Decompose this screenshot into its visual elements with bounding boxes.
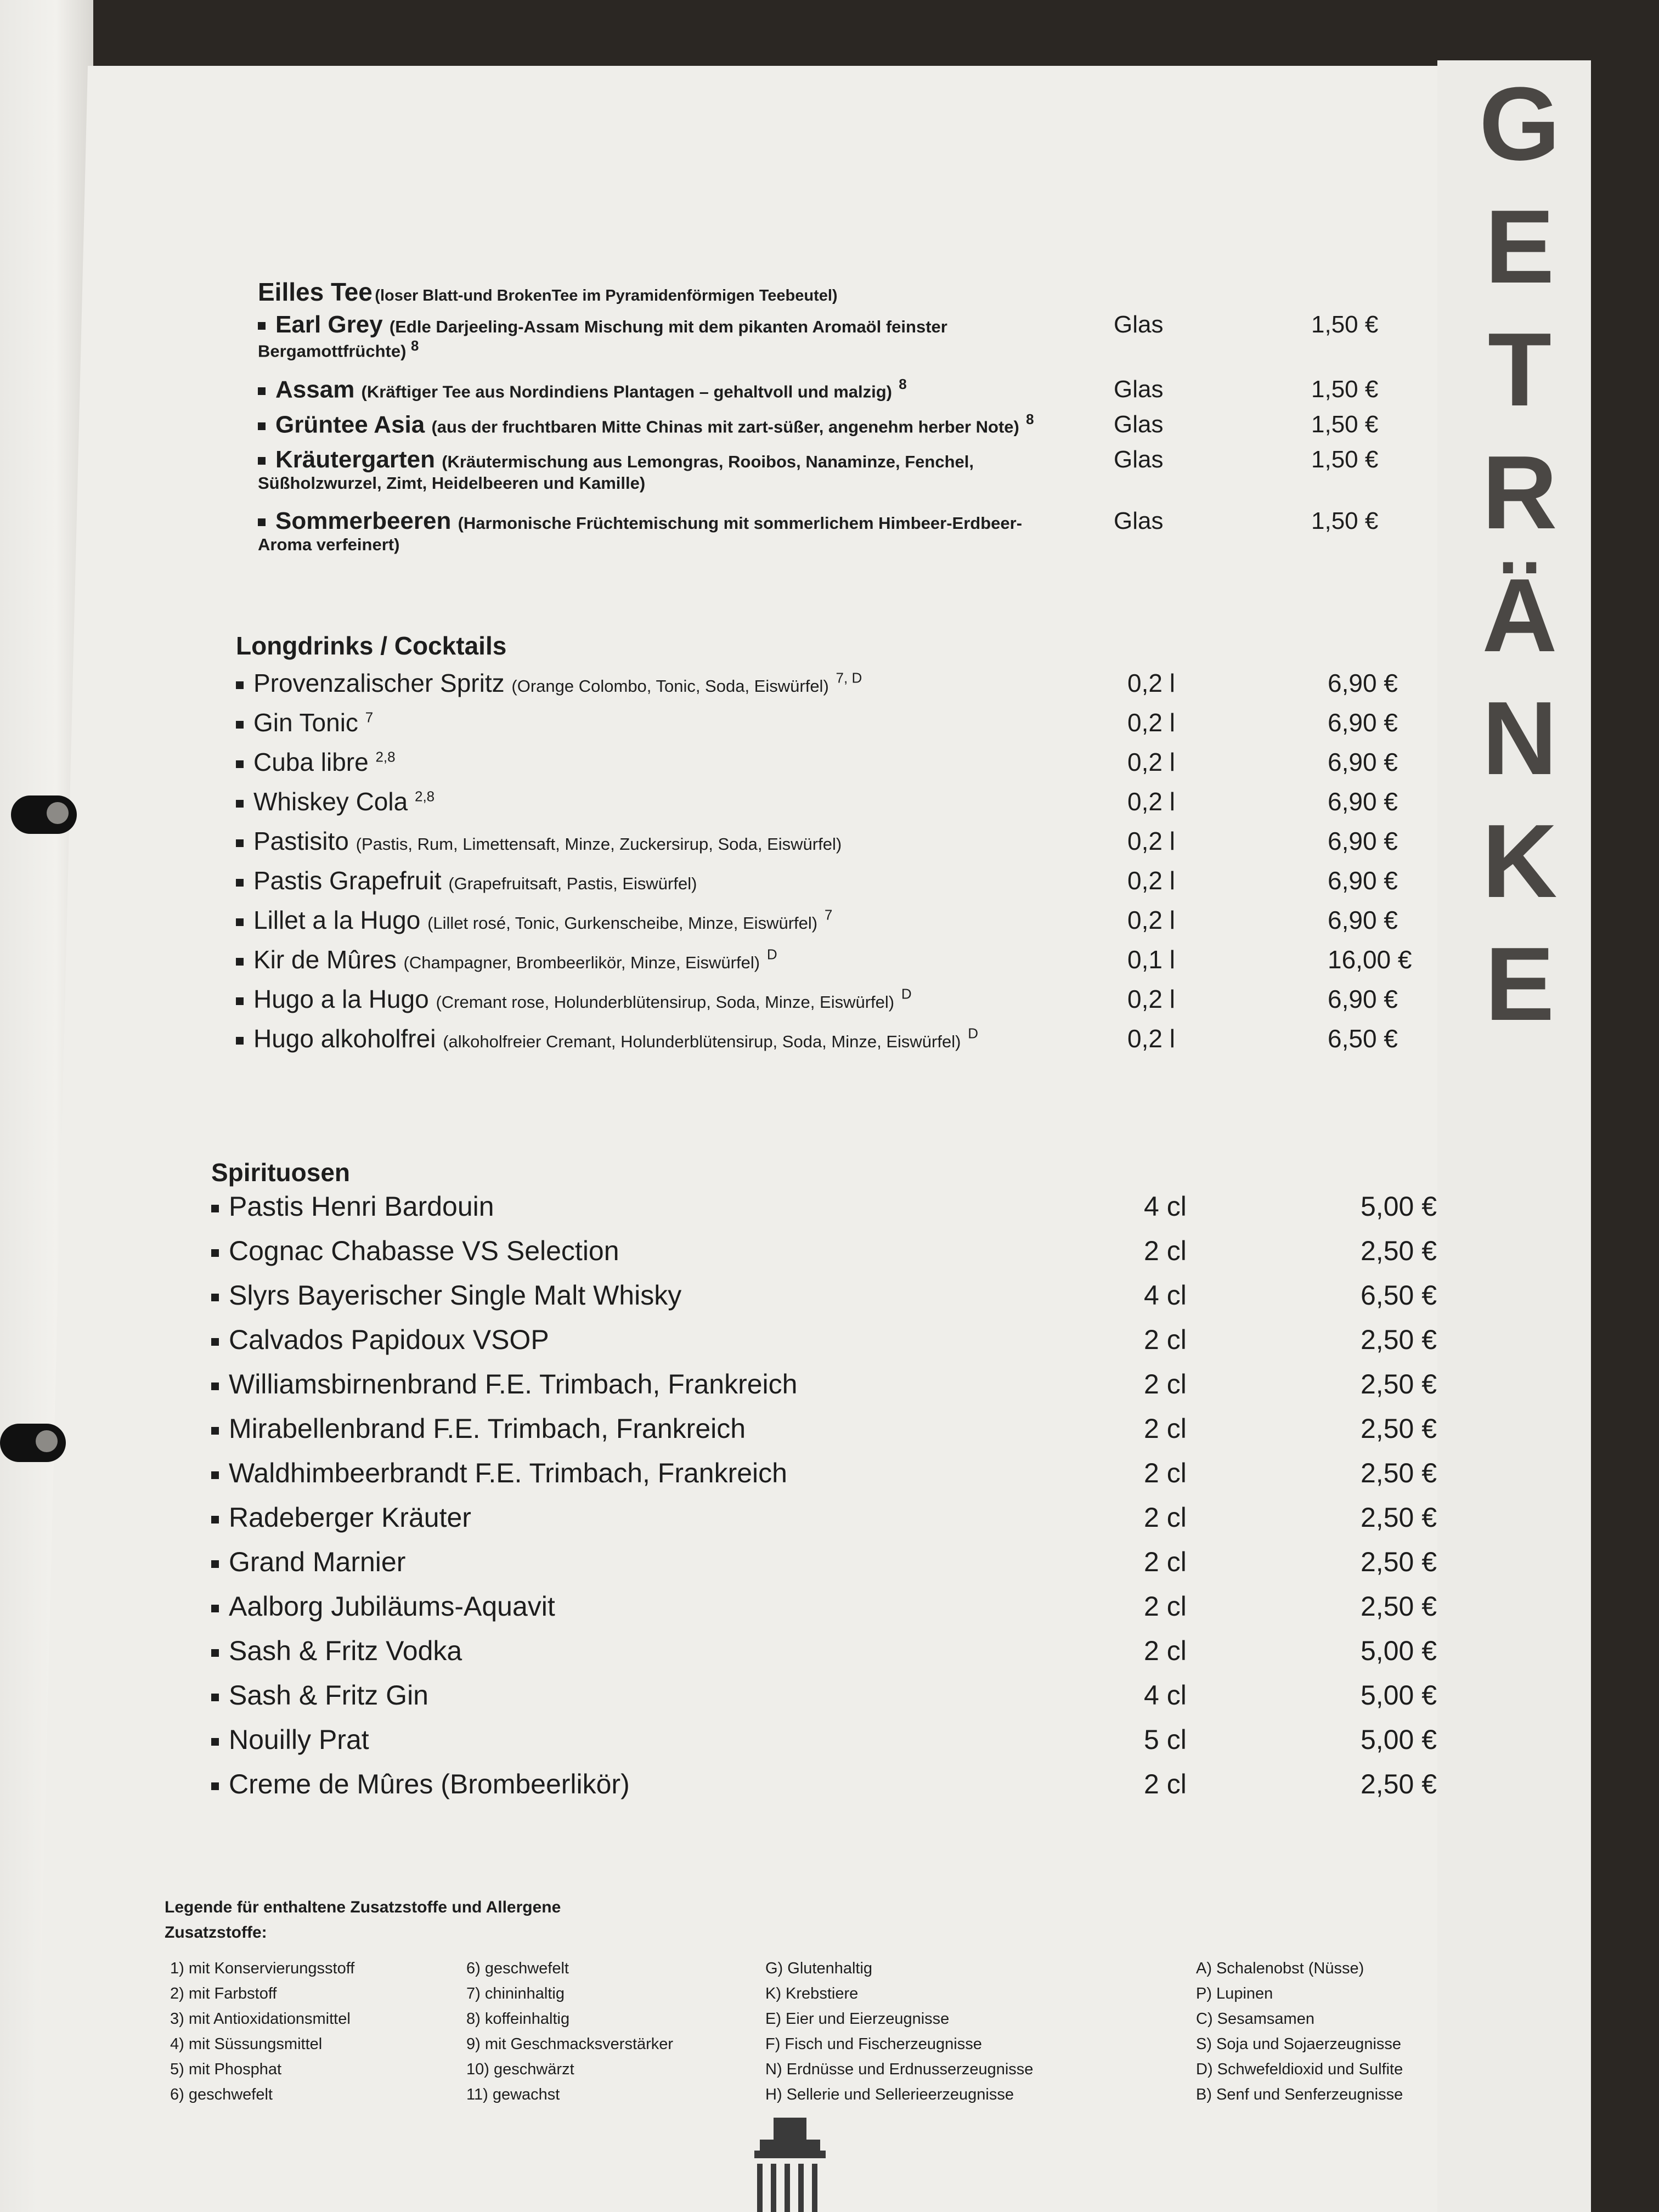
list-item bbox=[211, 1502, 1473, 1546]
legend-entry: 11) gewachst bbox=[466, 2086, 560, 2103]
item-name: Slyrs Bayerischer Single Malt Whisky bbox=[229, 1280, 682, 1311]
item-name: Kräutergarten bbox=[275, 446, 435, 473]
list-item bbox=[211, 1768, 1473, 1813]
list-item bbox=[211, 1190, 1473, 1235]
tea-section bbox=[258, 277, 1421, 569]
item-price: 6,90 € bbox=[1328, 748, 1398, 776]
bullet-icon bbox=[236, 721, 244, 729]
list-item bbox=[236, 866, 1443, 905]
item-sup: 8 bbox=[411, 338, 419, 354]
legend-column-allergens-1 bbox=[765, 1956, 1033, 2107]
legend-entry: 10) geschwärzt bbox=[466, 2061, 574, 2078]
item-desc: (Edle Darjeeling-Assam Mischung mit dem pikanten Aromaöl feinster bbox=[389, 317, 947, 336]
list-item bbox=[211, 1635, 1473, 1679]
item-price: 6,50 € bbox=[1361, 1280, 1437, 1311]
item-name: Whiskey Cola bbox=[253, 787, 408, 816]
legend-entry: S) Soja und Sojaerzeugnisse bbox=[1196, 2035, 1402, 2053]
list-item bbox=[211, 1679, 1473, 1724]
list-item bbox=[211, 1413, 1473, 1457]
item-unit: Glas bbox=[1114, 507, 1164, 534]
item-name: Cuba libre bbox=[253, 748, 369, 776]
side-title: GETRÄNKE bbox=[1462, 66, 1578, 1049]
item-desc: (aus der fruchtbaren Mitte Chinas mit zart-süßer, angenehm herber Note) bbox=[431, 417, 1019, 437]
legend bbox=[165, 1898, 1481, 2103]
list-item bbox=[236, 984, 1443, 1024]
item-price: 2,50 € bbox=[1361, 1413, 1437, 1444]
item-price: 2,50 € bbox=[1361, 1458, 1437, 1488]
bullet-icon bbox=[258, 322, 266, 330]
legend-entry: 6) geschwefelt bbox=[466, 1960, 569, 1977]
item-desc: (Kräutermischung aus Lemongras, Rooibos, Nanaminze, Fenchel, bbox=[442, 452, 974, 471]
item-unit: Glas bbox=[1114, 411, 1164, 438]
list-item bbox=[236, 668, 1443, 708]
item-desc: (Champagner, Brombeerlikör, Minze, Eiswürfel) bbox=[403, 953, 760, 972]
item-name: Assam bbox=[275, 376, 355, 403]
bullet-icon bbox=[258, 457, 266, 465]
list-item bbox=[211, 1724, 1473, 1768]
item-desc: (Harmonische Früchtemischung mit sommerlichem Himbeer-Erdbeer- bbox=[458, 514, 1023, 533]
list-item bbox=[211, 1279, 1473, 1324]
item-name: Hugo a la Hugo bbox=[253, 985, 429, 1013]
item-unit: 2 cl bbox=[1144, 1635, 1187, 1666]
item-name: Earl Grey bbox=[275, 311, 383, 338]
item-name: Pastisito bbox=[253, 827, 349, 855]
item-sup: 8 bbox=[1026, 411, 1034, 427]
list-item bbox=[211, 1368, 1473, 1413]
bullet-icon bbox=[211, 1338, 219, 1346]
list-item bbox=[211, 1235, 1473, 1279]
item-unit: 0,2 l bbox=[1127, 748, 1175, 776]
item-unit: 2 cl bbox=[1144, 1591, 1187, 1622]
list-item bbox=[236, 787, 1443, 826]
list-item bbox=[258, 446, 1421, 507]
bullet-icon bbox=[236, 1037, 244, 1045]
item-price: 5,00 € bbox=[1361, 1724, 1437, 1755]
item-price: 6,90 € bbox=[1328, 985, 1398, 1013]
bullet-icon bbox=[211, 1249, 219, 1257]
item-name: Calvados Papidoux VSOP bbox=[229, 1324, 549, 1355]
item-unit: 0,2 l bbox=[1127, 708, 1175, 737]
item-name: Pastis Henri Bardouin bbox=[229, 1191, 494, 1222]
legend-entry: P) Lupinen bbox=[1196, 1985, 1273, 2002]
item-name: Sash & Fritz Gin bbox=[229, 1680, 428, 1711]
tea-title: Eilles Tee bbox=[258, 278, 373, 306]
legend-column-additives-2 bbox=[466, 1956, 673, 2107]
item-unit: 0,2 l bbox=[1127, 787, 1175, 816]
item-unit: 5 cl bbox=[1144, 1724, 1187, 1755]
item-name: Radeberger Kräuter bbox=[229, 1502, 471, 1533]
legend-entry: 2) mit Farbstoff bbox=[170, 1985, 277, 2002]
item-name: Pastis Grapefruit bbox=[253, 866, 442, 895]
item-price: 1,50 € bbox=[1311, 411, 1379, 438]
item-unit: 0,2 l bbox=[1127, 669, 1175, 697]
item-desc: (Cremant rose, Holunderblütensirup, Soda, Minze, Eiswürfel) bbox=[436, 992, 895, 1012]
item-unit: 2 cl bbox=[1144, 1547, 1187, 1577]
item-sup: D bbox=[901, 985, 912, 1002]
item-price: 6,90 € bbox=[1328, 866, 1398, 895]
legend-entry: 6) geschwefelt bbox=[170, 2086, 273, 2103]
bullet-icon bbox=[236, 958, 244, 966]
bullet-icon bbox=[236, 800, 244, 808]
legend-entry: 7) chininhaltig bbox=[466, 1985, 565, 2002]
bullet-icon bbox=[211, 1471, 219, 1479]
bullet-icon bbox=[211, 1560, 219, 1568]
item-sup: 2,8 bbox=[414, 788, 435, 805]
item-desc: (Pastis, Rum, Limettensaft, Minze, Zuckersirup, Soda, Eiswürfel) bbox=[356, 834, 842, 854]
item-name: Sommerbeeren bbox=[275, 507, 452, 534]
item-desc: (Lillet rosé, Tonic, Gurkenscheibe, Minze, Eiswürfel) bbox=[427, 913, 818, 933]
legend-entry: C) Sesamsamen bbox=[1196, 2010, 1314, 2028]
spirits-list bbox=[211, 1190, 1473, 1813]
legend-entry: 9) mit Geschmacksverstärker bbox=[466, 2035, 674, 2053]
bullet-icon bbox=[236, 879, 244, 887]
bullet-icon bbox=[211, 1738, 219, 1746]
item-price: 6,90 € bbox=[1328, 669, 1398, 697]
item-name: Provenzalischer Spritz bbox=[253, 669, 505, 697]
tea-note: (loser Blatt-und BrokenTee im Pyramidenförmigen Teebeutel) bbox=[375, 287, 838, 304]
legend-entry: 4) mit Süssungsmittel bbox=[170, 2035, 323, 2053]
item-sup: D bbox=[968, 1025, 978, 1042]
item-sup: 7 bbox=[824, 906, 833, 923]
legend-entry: F) Fisch und Fischerzeugnisse bbox=[765, 2035, 982, 2053]
bullet-icon bbox=[211, 1427, 219, 1435]
legend-entry: K) Krebstiere bbox=[765, 1985, 859, 2002]
item-price: 1,50 € bbox=[1311, 376, 1379, 403]
item-name: Williamsbirnenbrand F.E. Trimbach, Frankreich bbox=[229, 1369, 798, 1400]
item-unit: 4 cl bbox=[1144, 1680, 1187, 1711]
item-price: 5,00 € bbox=[1361, 1191, 1437, 1222]
item-price: 6,90 € bbox=[1328, 708, 1398, 737]
list-item bbox=[211, 1590, 1473, 1635]
list-item bbox=[236, 1024, 1443, 1063]
bullet-icon bbox=[211, 1649, 219, 1657]
legend-subtitle: Zusatzstoffe: bbox=[165, 1923, 267, 1942]
list-item bbox=[236, 708, 1443, 747]
list-item bbox=[211, 1457, 1473, 1502]
item-desc: (Orange Colombo, Tonic, Soda, Eiswürfel) bbox=[511, 676, 829, 696]
item-name: Aalborg Jubiläums-Aquavit bbox=[229, 1591, 555, 1622]
item-unit: 0,1 l bbox=[1127, 945, 1175, 974]
list-item bbox=[236, 945, 1443, 984]
item-name: Kir de Mûres bbox=[253, 945, 397, 974]
item-unit: 2 cl bbox=[1144, 1769, 1187, 1799]
bullet-icon bbox=[236, 681, 244, 689]
legend-entry: D) Schwefeldioxid und Sulfite bbox=[1196, 2061, 1403, 2078]
item-price: 2,50 € bbox=[1361, 1547, 1437, 1577]
item-name: Grand Marnier bbox=[229, 1547, 406, 1577]
item-desc-cont: Aroma verfeinert) bbox=[258, 535, 400, 554]
bullet-icon bbox=[258, 387, 266, 395]
cocktail-list bbox=[236, 668, 1443, 1063]
list-item bbox=[211, 1546, 1473, 1590]
bullet-icon bbox=[258, 518, 266, 526]
item-price: 6,90 € bbox=[1328, 906, 1398, 934]
list-item bbox=[258, 311, 1421, 376]
item-desc-cont: Süßholzwurzel, Zimt, Heidelbeeren und Kamille) bbox=[258, 473, 646, 493]
bullet-icon bbox=[211, 1294, 219, 1301]
item-price: 2,50 € bbox=[1361, 1235, 1437, 1266]
item-name: Waldhimbeerbrandt F.E. Trimbach, Frankreich bbox=[229, 1458, 787, 1488]
item-price: 1,50 € bbox=[1311, 507, 1379, 534]
item-unit: 2 cl bbox=[1144, 1458, 1187, 1488]
bullet-icon bbox=[236, 760, 244, 768]
item-unit: 0,2 l bbox=[1127, 866, 1175, 895]
spirits-section bbox=[211, 1158, 1473, 1813]
item-desc: (Grapefruitsaft, Pastis, Eiswürfel) bbox=[448, 874, 697, 893]
item-sup: D bbox=[766, 946, 777, 963]
item-price: 2,50 € bbox=[1361, 1369, 1437, 1400]
bullet-icon bbox=[236, 839, 244, 847]
bullet-icon bbox=[211, 1605, 219, 1612]
item-desc: (Kräftiger Tee aus Nordindiens Plantagen – gehaltvoll und malzig) bbox=[361, 382, 893, 402]
list-item bbox=[236, 905, 1443, 945]
bullet-icon bbox=[211, 1383, 219, 1390]
item-sup: 7, D bbox=[836, 669, 862, 686]
item-unit: 2 cl bbox=[1144, 1413, 1187, 1444]
item-unit: 0,2 l bbox=[1127, 906, 1175, 934]
item-sup: 2,8 bbox=[375, 748, 396, 765]
bullet-icon bbox=[211, 1782, 219, 1790]
item-unit: Glas bbox=[1114, 311, 1164, 338]
item-unit: 0,2 l bbox=[1127, 827, 1175, 855]
item-name: Nouilly Prat bbox=[229, 1724, 369, 1755]
item-unit: 0,2 l bbox=[1127, 1024, 1175, 1053]
tea-header bbox=[258, 277, 1421, 307]
legend-entry: 3) mit Antioxidationsmittel bbox=[170, 2010, 351, 2028]
item-price: 6,90 € bbox=[1328, 787, 1398, 816]
legend-title: Legende für enthaltene Zusatzstoffe und Allergene bbox=[165, 1898, 561, 1916]
item-price: 6,50 € bbox=[1328, 1024, 1398, 1053]
bullet-icon bbox=[236, 918, 244, 926]
item-name: Cognac Chabasse VS Selection bbox=[229, 1235, 619, 1266]
item-desc: (alkoholfreier Cremant, Holunderblütensirup, Soda, Minze, Eiswürfel) bbox=[443, 1032, 961, 1051]
legend-entry: B) Senf und Senferzeugnisse bbox=[1196, 2086, 1403, 2103]
item-price: 5,00 € bbox=[1361, 1635, 1437, 1666]
legend-entry: 8) koffeinhaltig bbox=[466, 2010, 570, 2028]
item-name: Lillet a la Hugo bbox=[253, 906, 421, 934]
item-price: 2,50 € bbox=[1361, 1324, 1437, 1355]
item-unit: 2 cl bbox=[1144, 1502, 1187, 1533]
list-item bbox=[236, 747, 1443, 787]
item-price: 1,50 € bbox=[1311, 311, 1379, 338]
item-desc-cont: Bergamottfrüchte) bbox=[258, 341, 407, 361]
item-unit: Glas bbox=[1114, 446, 1164, 473]
item-name: Gin Tonic bbox=[253, 708, 358, 737]
item-price: 2,50 € bbox=[1361, 1591, 1437, 1622]
item-name: Hugo alkoholfrei bbox=[253, 1024, 436, 1053]
spirits-title: Spirituosen bbox=[211, 1158, 351, 1187]
bullet-icon bbox=[258, 422, 266, 430]
item-sup: 7 bbox=[365, 709, 374, 726]
item-unit: 2 cl bbox=[1144, 1324, 1187, 1355]
item-price: 2,50 € bbox=[1361, 1502, 1437, 1533]
bullet-icon bbox=[211, 1516, 219, 1523]
item-name: Creme de Mûres (Brombeerlikör) bbox=[229, 1769, 630, 1799]
item-unit: 4 cl bbox=[1144, 1191, 1187, 1222]
legend-column-additives-1 bbox=[170, 1956, 354, 2107]
list-item bbox=[258, 411, 1421, 446]
item-unit: 0,2 l bbox=[1127, 985, 1175, 1013]
legend-entry: A) Schalenobst (Nüsse) bbox=[1196, 1960, 1364, 1977]
legend-entry: G) Glutenhaltig bbox=[765, 1960, 873, 1977]
item-price: 6,90 € bbox=[1328, 827, 1398, 855]
legend-entry: E) Eier und Eierzeugnisse bbox=[765, 2010, 950, 2028]
list-item bbox=[236, 826, 1443, 866]
legend-column-allergens-2 bbox=[1196, 1956, 1403, 2107]
item-price: 16,00 € bbox=[1328, 945, 1412, 974]
item-price: 5,00 € bbox=[1361, 1680, 1437, 1711]
item-price: 1,50 € bbox=[1311, 446, 1379, 473]
list-item bbox=[211, 1324, 1473, 1368]
item-name: Mirabellenbrand F.E. Trimbach, Frankreich bbox=[229, 1413, 746, 1444]
item-unit: 4 cl bbox=[1144, 1280, 1187, 1311]
item-unit: 2 cl bbox=[1144, 1369, 1187, 1400]
legend-entry: H) Sellerie und Sellerieerzeugnisse bbox=[765, 2086, 1014, 2103]
item-price: 2,50 € bbox=[1361, 1769, 1437, 1799]
bullet-icon bbox=[236, 997, 244, 1005]
legend-entry: N) Erdnüsse und Erdnusserzeugnisse bbox=[765, 2061, 1034, 2078]
item-sup: 8 bbox=[899, 376, 907, 392]
item-name: Grüntee Asia bbox=[275, 411, 425, 438]
bullet-icon bbox=[211, 1694, 219, 1701]
item-unit: 2 cl bbox=[1144, 1235, 1187, 1266]
legend-entry: 5) mit Phosphat bbox=[170, 2061, 282, 2078]
cocktails-title: Longdrinks / Cocktails bbox=[236, 631, 507, 660]
cocktails-section bbox=[236, 631, 1443, 1063]
building-logo-icon bbox=[752, 2118, 828, 2212]
list-item bbox=[258, 507, 1421, 569]
list-item bbox=[258, 376, 1421, 411]
legend-entry: 1) mit Konservierungsstoff bbox=[170, 1960, 355, 1977]
item-unit: Glas bbox=[1114, 376, 1164, 403]
bullet-icon bbox=[211, 1205, 219, 1212]
item-name: Sash & Fritz Vodka bbox=[229, 1635, 462, 1666]
